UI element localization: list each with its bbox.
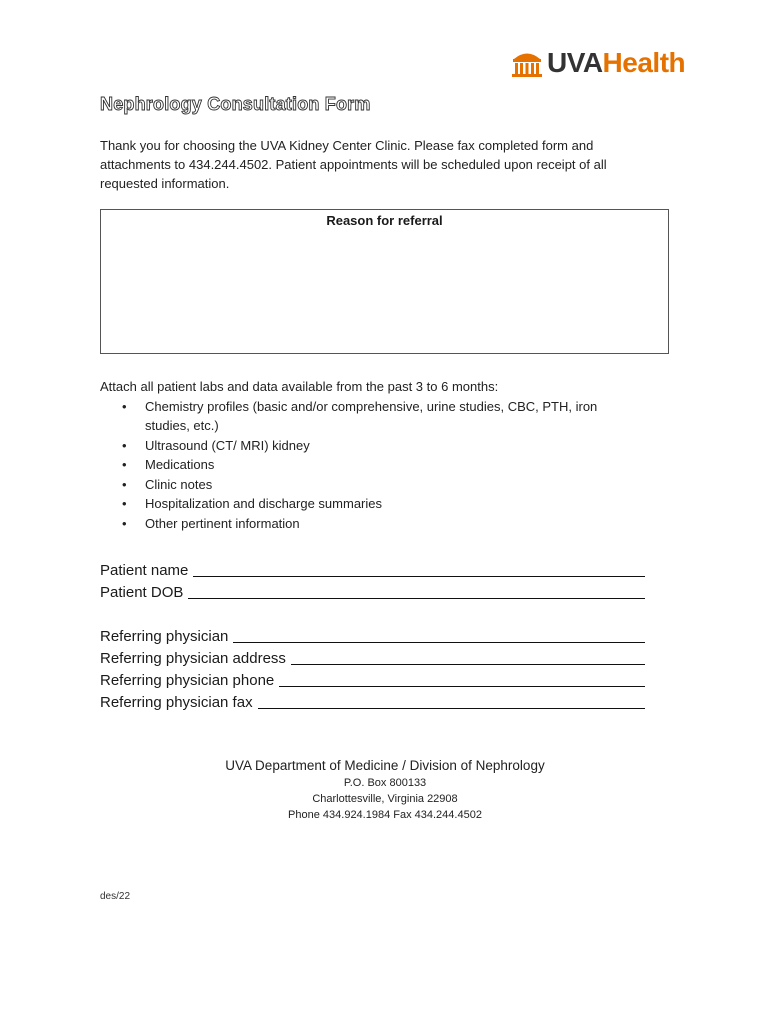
- version-code: des/22: [100, 891, 131, 902]
- bullet-icon: •: [122, 457, 127, 472]
- list-item: [100, 514, 660, 534]
- footer-address: [100, 757, 670, 823]
- bullet-icon: •: [122, 437, 127, 453]
- patient-dob-field: [100, 579, 645, 601]
- list-item-text: Ultrasound (CT/ MRI) kidney: [145, 437, 310, 453]
- list-item: [100, 494, 660, 514]
- form-title: Nephrology Consultation Form: [100, 94, 371, 114]
- referring-fax-field: [100, 689, 645, 711]
- referring-address-input[interactable]: [291, 650, 645, 665]
- city-state: Charlottesville, Virginia 22908: [312, 793, 458, 805]
- patient-dob-input[interactable]: [188, 584, 645, 599]
- list-item-text: studies, etc.): [145, 418, 219, 433]
- bullet-icon: •: [122, 496, 127, 511]
- referring-phone-input[interactable]: [279, 672, 645, 687]
- referring-fax-input[interactable]: [258, 694, 645, 709]
- list-item-text: Hospitalization and discharge summaries: [145, 496, 383, 511]
- rotunda-icon: [510, 47, 544, 79]
- list-item: [100, 397, 660, 436]
- phone-fax: Phone 434.924.1984 Fax 434.244.4502: [288, 809, 482, 821]
- list-item-text: Chemistry profiles (basic and/or comprehensive, urine studies, CBC, PTH, iron: [145, 398, 598, 414]
- list-item-text: Clinic notes: [145, 476, 213, 492]
- list-item: [100, 475, 660, 495]
- patient-name-label: Patient name: [100, 562, 189, 579]
- list-item-text: Other pertinent information: [145, 515, 300, 531]
- referring-physician-label: Referring physician: [100, 628, 229, 645]
- referring-address-field: [100, 645, 645, 667]
- uva-health-logo: [510, 46, 706, 80]
- intro-line: requested information.: [100, 176, 230, 191]
- reason-for-referral-box[interactable]: [100, 209, 669, 354]
- patient-name-field: [100, 557, 645, 579]
- bullet-icon: •: [122, 398, 127, 414]
- bullet-icon: •: [122, 476, 127, 492]
- reason-for-referral-label: Reason for referral: [326, 213, 443, 228]
- logo-uva-text: UVA: [547, 47, 603, 78]
- attachments-list: [100, 397, 660, 534]
- referring-fax-label: Referring physician fax: [100, 694, 253, 711]
- department-name: UVA Department of Medicine / Division of Nephrology: [225, 758, 545, 773]
- attachments-intro: Attach all patient labs and data available from the past 3 to 6 months:: [100, 379, 499, 394]
- patient-name-input[interactable]: [193, 562, 645, 577]
- list-item-text: Medications: [145, 457, 215, 472]
- list-item: [100, 436, 660, 456]
- intro-line: Thank you for choosing the UVA Kidney Center Clinic. Please fax completed form and: [100, 138, 594, 153]
- po-box: P.O. Box 800133: [343, 777, 427, 789]
- bullet-icon: •: [122, 515, 127, 531]
- list-item: [100, 455, 660, 475]
- patient-dob-label: Patient DOB: [100, 584, 184, 601]
- intro-paragraph: [100, 136, 660, 193]
- referring-phone-field: [100, 667, 645, 689]
- referring-address-label: Referring physician address: [100, 650, 286, 667]
- patient-info-fields: [100, 557, 645, 711]
- logo-health-text: Health: [602, 47, 686, 78]
- referring-physician-field: [100, 623, 645, 645]
- intro-line: attachments to 434.244.4502. Patient appointments will be scheduled upon receipt of all: [100, 157, 607, 172]
- referring-physician-input[interactable]: [233, 628, 645, 643]
- referring-phone-label: Referring physician phone: [100, 672, 275, 689]
- attachments-section: [100, 377, 660, 533]
